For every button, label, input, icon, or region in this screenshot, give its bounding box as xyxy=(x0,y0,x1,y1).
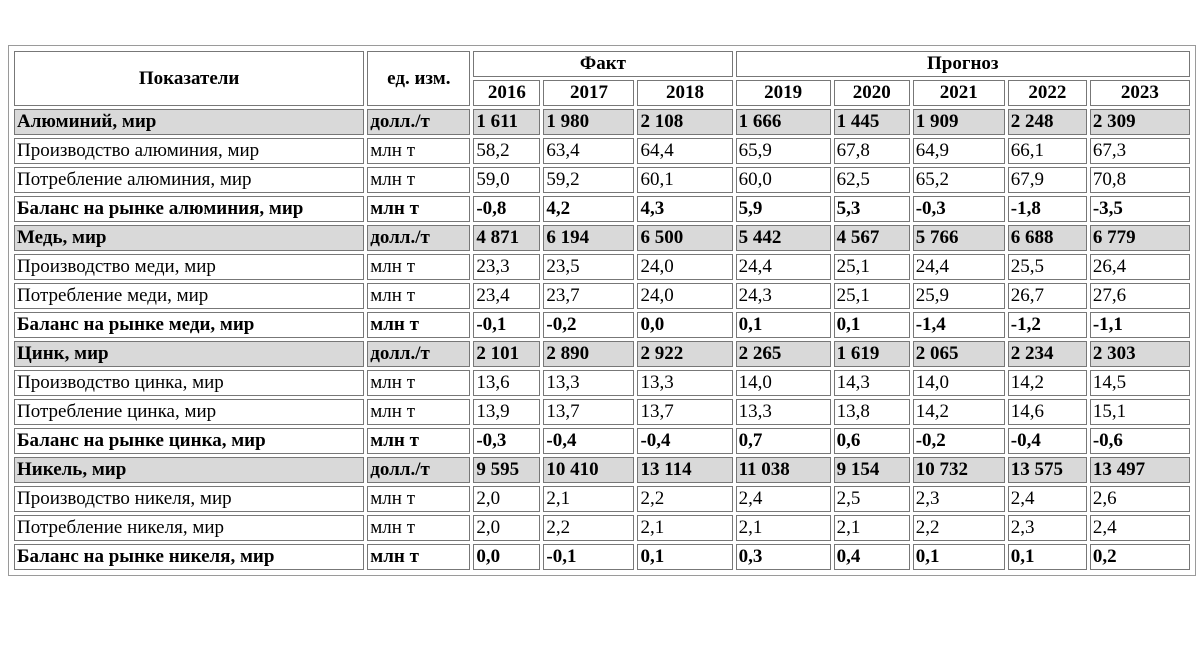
value-cell: 6 194 xyxy=(543,225,634,251)
value-cell: 24,4 xyxy=(736,254,831,280)
indicator-cell: Баланс на рынке никеля, мир xyxy=(14,544,364,570)
value-cell: 4 871 xyxy=(473,225,540,251)
metals-forecast-table xyxy=(11,48,1193,573)
table-row xyxy=(14,428,1190,454)
value-cell: 14,0 xyxy=(913,370,1005,396)
value-cell: 67,8 xyxy=(834,138,910,164)
value-cell: 25,9 xyxy=(913,283,1005,309)
value-cell: 60,1 xyxy=(637,167,732,193)
value-cell: 2 101 xyxy=(473,341,540,367)
table-row xyxy=(14,544,1190,570)
value-cell: 2,3 xyxy=(1008,515,1087,541)
value-cell: 24,0 xyxy=(637,283,732,309)
value-cell: 2 890 xyxy=(543,341,634,367)
value-cell: 2 248 xyxy=(1008,109,1087,135)
indicator-cell: Баланс на рынке алюминия, мир xyxy=(14,196,364,222)
indicator-cell: Производство никеля, мир xyxy=(14,486,364,512)
unit-cell: млн т xyxy=(367,370,470,396)
unit-cell: млн т xyxy=(367,428,470,454)
value-cell: 1 445 xyxy=(834,109,910,135)
value-cell: 1 909 xyxy=(913,109,1005,135)
unit-cell: млн т xyxy=(367,283,470,309)
table-row xyxy=(14,283,1190,309)
value-cell: 13 497 xyxy=(1090,457,1190,483)
unit-cell: млн т xyxy=(367,167,470,193)
indicator-cell: Производство цинка, мир xyxy=(14,370,364,396)
value-cell: -0,1 xyxy=(473,312,540,338)
value-cell: 14,2 xyxy=(913,399,1005,425)
indicator-cell: Производство алюминия, мир xyxy=(14,138,364,164)
unit-cell: млн т xyxy=(367,399,470,425)
value-cell: 2,4 xyxy=(736,486,831,512)
value-cell: 0,1 xyxy=(736,312,831,338)
value-cell: 0,1 xyxy=(834,312,910,338)
indicator-cell: Баланс на рынке меди, мир xyxy=(14,312,364,338)
value-cell: -1,8 xyxy=(1008,196,1087,222)
value-cell: 62,5 xyxy=(834,167,910,193)
value-cell: 24,0 xyxy=(637,254,732,280)
value-cell: 2,2 xyxy=(637,486,732,512)
value-cell: 59,0 xyxy=(473,167,540,193)
value-cell: 0,3 xyxy=(736,544,831,570)
value-cell: 11 038 xyxy=(736,457,831,483)
value-cell: 1 980 xyxy=(543,109,634,135)
value-cell: 9 595 xyxy=(473,457,540,483)
value-cell: 59,2 xyxy=(543,167,634,193)
value-cell: 2 309 xyxy=(1090,109,1190,135)
value-cell: 0,2 xyxy=(1090,544,1190,570)
value-cell: 70,8 xyxy=(1090,167,1190,193)
table-body xyxy=(14,109,1190,570)
indicator-cell: Цинк, мир xyxy=(14,341,364,367)
value-cell: 1 619 xyxy=(834,341,910,367)
value-cell: 60,0 xyxy=(736,167,831,193)
value-cell: -0,4 xyxy=(543,428,634,454)
value-cell: 2,0 xyxy=(473,486,540,512)
unit-cell: млн т xyxy=(367,486,470,512)
value-cell: 0,0 xyxy=(637,312,732,338)
indicator-cell: Потребление цинка, мир xyxy=(14,399,364,425)
unit-cell: млн т xyxy=(367,544,470,570)
table-row xyxy=(14,196,1190,222)
value-cell: 2 303 xyxy=(1090,341,1190,367)
value-cell: 14,3 xyxy=(834,370,910,396)
value-cell: 13,8 xyxy=(834,399,910,425)
value-cell: 64,4 xyxy=(637,138,732,164)
unit-cell: млн т xyxy=(367,254,470,280)
value-cell: -1,4 xyxy=(913,312,1005,338)
value-cell: 6 779 xyxy=(1090,225,1190,251)
value-cell: 14,0 xyxy=(736,370,831,396)
value-cell: 65,9 xyxy=(736,138,831,164)
table-row xyxy=(14,109,1190,135)
value-cell: 2 234 xyxy=(1008,341,1087,367)
value-cell: 58,2 xyxy=(473,138,540,164)
value-cell: 13,3 xyxy=(736,399,831,425)
unit-cell: млн т xyxy=(367,515,470,541)
value-cell: 6 688 xyxy=(1008,225,1087,251)
fact-group-header: Факт xyxy=(473,51,732,77)
table-row xyxy=(14,399,1190,425)
unit-cell: долл./т xyxy=(367,457,470,483)
value-cell: -0,2 xyxy=(543,312,634,338)
value-cell: 5 766 xyxy=(913,225,1005,251)
value-cell: 0,0 xyxy=(473,544,540,570)
value-cell: 13,3 xyxy=(543,370,634,396)
value-cell: 26,7 xyxy=(1008,283,1087,309)
value-cell: 0,7 xyxy=(736,428,831,454)
value-cell: 1 611 xyxy=(473,109,540,135)
value-cell: 5,9 xyxy=(736,196,831,222)
value-cell: 65,2 xyxy=(913,167,1005,193)
value-cell: 2,5 xyxy=(834,486,910,512)
value-cell: 13,7 xyxy=(543,399,634,425)
value-cell: 67,9 xyxy=(1008,167,1087,193)
table-row xyxy=(14,254,1190,280)
value-cell: 1 666 xyxy=(736,109,831,135)
value-cell: 25,1 xyxy=(834,283,910,309)
value-cell: 2 922 xyxy=(637,341,732,367)
value-cell: 10 732 xyxy=(913,457,1005,483)
value-cell: 14,6 xyxy=(1008,399,1087,425)
value-cell: 4 567 xyxy=(834,225,910,251)
value-cell: 0,1 xyxy=(637,544,732,570)
year-header: 2021 xyxy=(913,80,1005,106)
value-cell: 25,1 xyxy=(834,254,910,280)
unit-cell: млн т xyxy=(367,196,470,222)
year-header: 2023 xyxy=(1090,80,1190,106)
value-cell: 23,7 xyxy=(543,283,634,309)
value-cell: 66,1 xyxy=(1008,138,1087,164)
value-cell: 9 154 xyxy=(834,457,910,483)
value-cell: 0,1 xyxy=(913,544,1005,570)
value-cell: 25,5 xyxy=(1008,254,1087,280)
metals-table-frame xyxy=(8,45,1196,576)
indicator-cell: Потребление меди, мир xyxy=(14,283,364,309)
indicator-header: Показатели xyxy=(14,51,364,106)
unit-cell: млн т xyxy=(367,138,470,164)
value-cell: -1,2 xyxy=(1008,312,1087,338)
value-cell: 27,6 xyxy=(1090,283,1190,309)
value-cell: 2,1 xyxy=(834,515,910,541)
value-cell: 23,5 xyxy=(543,254,634,280)
value-cell: -0,4 xyxy=(1008,428,1087,454)
table-row xyxy=(14,457,1190,483)
year-header: 2022 xyxy=(1008,80,1087,106)
indicator-cell: Никель, мир xyxy=(14,457,364,483)
value-cell: 4,2 xyxy=(543,196,634,222)
value-cell: -0,3 xyxy=(913,196,1005,222)
indicator-cell: Медь, мир xyxy=(14,225,364,251)
table-row xyxy=(14,515,1190,541)
value-cell: 24,4 xyxy=(913,254,1005,280)
indicator-cell: Потребление алюминия, мир xyxy=(14,167,364,193)
value-cell: 6 500 xyxy=(637,225,732,251)
value-cell: 2,6 xyxy=(1090,486,1190,512)
value-cell: 0,6 xyxy=(834,428,910,454)
value-cell: 2 265 xyxy=(736,341,831,367)
value-cell: 2,1 xyxy=(637,515,732,541)
value-cell: 4,3 xyxy=(637,196,732,222)
value-cell: 2,2 xyxy=(543,515,634,541)
value-cell: 67,3 xyxy=(1090,138,1190,164)
value-cell: 5,3 xyxy=(834,196,910,222)
unit-cell: долл./т xyxy=(367,225,470,251)
value-cell: -3,5 xyxy=(1090,196,1190,222)
value-cell: 63,4 xyxy=(543,138,634,164)
year-header: 2018 xyxy=(637,80,732,106)
value-cell: -0,2 xyxy=(913,428,1005,454)
value-cell: -0,3 xyxy=(473,428,540,454)
unit-cell: млн т xyxy=(367,312,470,338)
unit-cell: долл./т xyxy=(367,109,470,135)
forecast-group-header: Прогноз xyxy=(736,51,1190,77)
indicator-cell: Потребление никеля, мир xyxy=(14,515,364,541)
value-cell: 0,4 xyxy=(834,544,910,570)
value-cell: 64,9 xyxy=(913,138,1005,164)
table-row xyxy=(14,225,1190,251)
table-row xyxy=(14,486,1190,512)
indicator-cell: Производство меди, мир xyxy=(14,254,364,280)
value-cell: 2,4 xyxy=(1090,515,1190,541)
value-cell: 2,4 xyxy=(1008,486,1087,512)
table-row xyxy=(14,370,1190,396)
unit-cell: долл./т xyxy=(367,341,470,367)
table-row xyxy=(14,167,1190,193)
value-cell: 14,5 xyxy=(1090,370,1190,396)
unit-header: ед. изм. xyxy=(367,51,470,106)
table-row xyxy=(14,312,1190,338)
value-cell: -0,8 xyxy=(473,196,540,222)
value-cell: 2,2 xyxy=(913,515,1005,541)
value-cell: -0,4 xyxy=(637,428,732,454)
year-header: 2017 xyxy=(543,80,634,106)
value-cell: 2 108 xyxy=(637,109,732,135)
value-cell: 0,1 xyxy=(1008,544,1087,570)
value-cell: 2 065 xyxy=(913,341,1005,367)
value-cell: 2,1 xyxy=(736,515,831,541)
year-header: 2016 xyxy=(473,80,540,106)
value-cell: 13,9 xyxy=(473,399,540,425)
year-header: 2019 xyxy=(736,80,831,106)
value-cell: 14,2 xyxy=(1008,370,1087,396)
indicator-cell: Алюминий, мир xyxy=(14,109,364,135)
value-cell: 24,3 xyxy=(736,283,831,309)
value-cell: 13 114 xyxy=(637,457,732,483)
value-cell: 13 575 xyxy=(1008,457,1087,483)
value-cell: -1,1 xyxy=(1090,312,1190,338)
table-row xyxy=(14,138,1190,164)
value-cell: 13,3 xyxy=(637,370,732,396)
value-cell: -0,6 xyxy=(1090,428,1190,454)
indicator-cell: Баланс на рынке цинка, мир xyxy=(14,428,364,454)
value-cell: 2,0 xyxy=(473,515,540,541)
value-cell: 15,1 xyxy=(1090,399,1190,425)
value-cell: 26,4 xyxy=(1090,254,1190,280)
table-row xyxy=(14,341,1190,367)
value-cell: 5 442 xyxy=(736,225,831,251)
value-cell: -0,1 xyxy=(543,544,634,570)
value-cell: 23,3 xyxy=(473,254,540,280)
value-cell: 2,1 xyxy=(543,486,634,512)
value-cell: 23,4 xyxy=(473,283,540,309)
year-header: 2020 xyxy=(834,80,910,106)
value-cell: 13,7 xyxy=(637,399,732,425)
value-cell: 10 410 xyxy=(543,457,634,483)
value-cell: 2,3 xyxy=(913,486,1005,512)
value-cell: 13,6 xyxy=(473,370,540,396)
